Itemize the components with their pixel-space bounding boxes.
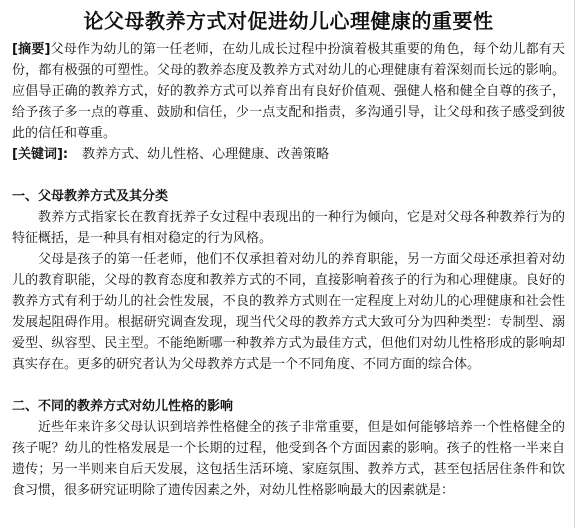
keywords-text: 教养方式、幼儿性格、心理健康、改善策略	[82, 147, 330, 162]
section-1-heading: 一、父母教养方式及其分类	[12, 189, 169, 204]
section-2-heading: 二、不同的教养方式对幼儿性格的影响	[12, 399, 234, 414]
keywords-label: [关键词]:	[12, 147, 69, 162]
section-2-paragraph: 近些年来许多父母认识到培养性格健全的孩子非常重要，但是如何能够培养一个性格健全的孩子呢？幼儿的性格发展是一个长期的过程，他受到各个方面因素的影响。孩子的性格一半来自遗传；另一半则来自后天发展，这包括生活环境、家庭氛围、教养方式，甚至包括居住条件和饮食习惯，很多研究证明除了遗传因素之外，对幼儿性格影响最大的因素就是：	[12, 420, 565, 498]
abstract-text: 父母作为幼儿的第一任老师，在幼儿成长过程中扮演着极其重要的角色，每个幼儿都有天份，都有极强的可塑性。父母的教养态度及教养方式对幼儿的心理健康有着深刻而长远的影响。应倡导正确的教养方式，好的教养方式可以养育出有良好价值观、强健人格和健全自尊的孩子，给予孩子多一点的尊重、鼓励和信任，少一点支配和指责，多沟通引导，让父母和孩子感受到彼此的信任和尊重。	[12, 42, 565, 141]
section-1-paragraph: 教养方式指家长在教育抚养子女过程中表现出的一种行为倾向，它是对父母各种教养行为的特征概括，是一种具有相对稳定的行为风格。	[12, 210, 565, 246]
abstract-label: [摘要]	[12, 42, 51, 57]
section-spacer	[12, 375, 565, 396]
keywords-paragraph	[12, 144, 565, 165]
abstract-paragraph	[12, 39, 565, 144]
section-spacer	[12, 165, 565, 186]
document-title: 论父母教养方式对促进幼儿心理健康的重要性	[83, 9, 494, 33]
section-1-paragraph: 父母是孩子的第一任老师，他们不仅承担着对幼儿的养育职能，另一方面父母还承担着对幼儿的教育职能，父母的教育态度和教养方式的不同，直接影响着孩子的行为和心理健康。良好的教养方式有利于幼儿的社会性发展，不良的教养方式则在一定程度上对幼儿的心理健康和社会性发展起阻碍作用。根据研究调查发现，现当代父母的教养方式大致可分为四种类型：专制型、溺爱型、纵容型、民主型。不能绝断哪一种教养方式为最佳方式，但他们对幼儿性格形成的影响却真实存在。更多的研究者认为父母教养方式是一个不同角度、不同方面的综合体。	[12, 252, 565, 372]
